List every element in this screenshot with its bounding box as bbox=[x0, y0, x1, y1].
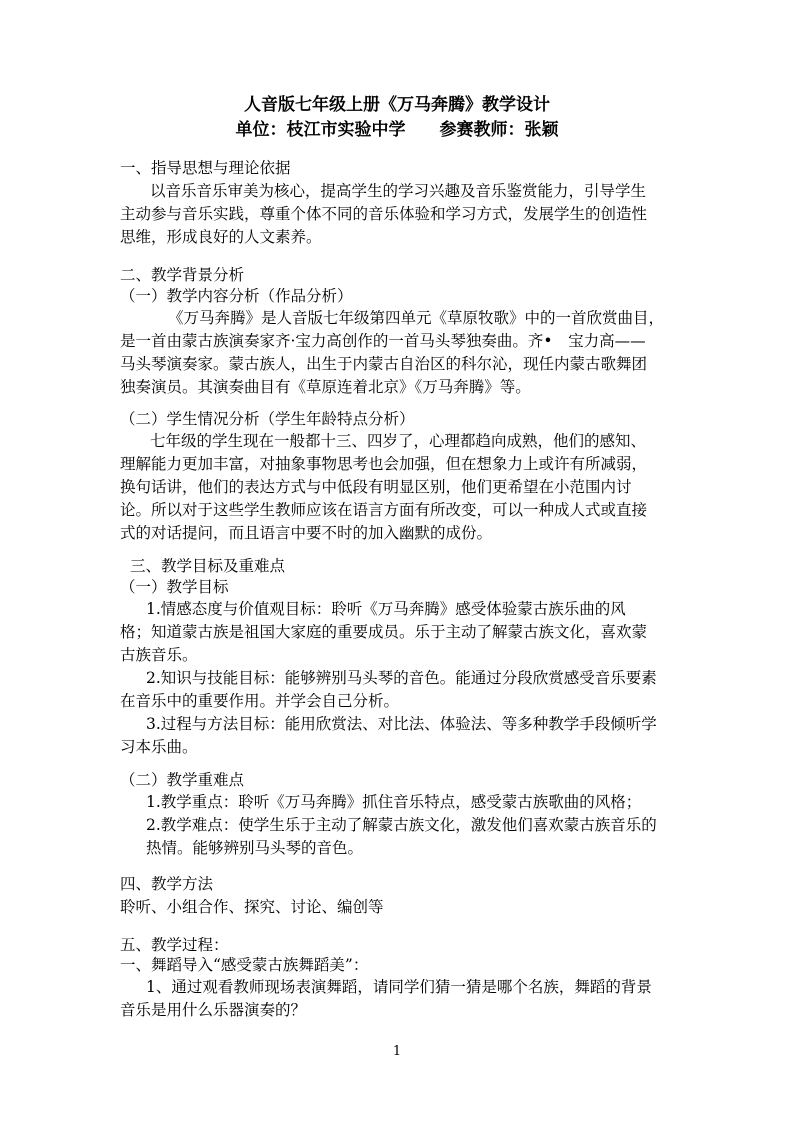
paragraph-line: 式的对话提问，而且语言中要不时的加入幽默的成份。 bbox=[120, 524, 493, 542]
section-heading-methods: 四、教学方法 bbox=[120, 875, 214, 893]
paragraph-line: 是一首由蒙古族演奏家齐·宝力高创作的一首马头琴独奏曲。齐• 宝力高—— bbox=[120, 332, 646, 350]
paragraph-line: 换句话讲，他们的表达方式与中低段有明显区别，他们更希望在小范围内讨 bbox=[120, 478, 632, 496]
paragraph-line: 在音乐中的重要作用。并学会自己分析。 bbox=[120, 692, 400, 710]
paragraph-line: 理解能力更加丰富，对抽象事物思考也会加强，但在想象力上或许有所减弱， bbox=[120, 455, 648, 473]
page-number: 1 bbox=[392, 1044, 402, 1059]
paragraph-line: 聆听、小组合作、探究、讨论、编创等 bbox=[120, 898, 384, 916]
subsection-heading-student-analysis: （二）学生情况分析（学生年龄特点分析） bbox=[120, 410, 415, 428]
paragraph-line: 主动参与音乐实践，尊重个体不同的音乐体验和学习方式，发展学生的创造性 bbox=[120, 205, 648, 223]
paragraph-line: 习本乐曲。 bbox=[120, 738, 198, 756]
paragraph-line: 独奏演员。其演奏曲目有《草原连着北京》《万马奔腾》等。 bbox=[120, 378, 531, 396]
paragraph-line: 论。所以对于这些学生教师应该在语言方面有所改变，可以一种成人式或直接 bbox=[120, 501, 648, 519]
subsection-heading-content-analysis: （一）教学内容分析（作品分析） bbox=[120, 287, 353, 305]
paragraph-line: 《万马奔腾》是人音版七年级第四单元《草原牧歌》中的一首欣赏曲目， bbox=[168, 309, 665, 327]
paragraph-line: 马头琴演奏家。蒙古族人，出生于内蒙古自治区的科尔沁，现任内蒙古歌舞团 bbox=[120, 355, 648, 373]
paragraph-line: 七年级的学生现在一般都十三、四岁了，心理都趋向成熟，他们的感知、 bbox=[150, 432, 647, 450]
document-subtitle: 单位：枝江市实验中学 参赛教师：张颖 bbox=[235, 120, 559, 140]
subsection-heading-teaching-goals: （一）教学目标 bbox=[120, 578, 229, 596]
paragraph-line: 1、通过观看教师现场表演舞蹈，请同学们猜一猜是哪个名族，舞蹈的背景 bbox=[146, 978, 652, 996]
paragraph-line: 热情。能够辨别马头琴的音色。 bbox=[146, 839, 364, 857]
paragraph-line: 音乐是用什么乐器演奏的？ bbox=[120, 1001, 307, 1019]
section-heading-process: 五、教学过程： bbox=[120, 936, 229, 954]
paragraph-line: 2.教学难点：使学生乐于主动了解蒙古族文化，激发他们喜欢蒙古族音乐的 bbox=[146, 816, 657, 834]
document-title: 人音版七年级上册《万马奔腾》教学设计 bbox=[244, 95, 550, 115]
paragraph-line: 古族音乐。 bbox=[120, 646, 198, 664]
section-heading-background: 二、教学背景分析 bbox=[120, 266, 245, 284]
paragraph-line: 以音乐音乐审美为核心，提高学生的学习兴趣及音乐鉴赏能力，引导学生 bbox=[150, 182, 647, 200]
subsection-heading-dance-intro: 一、舞蹈导入“感受蒙古族舞蹈美”： bbox=[120, 956, 369, 974]
paragraph-line: 2.知识与技能目标：能够辨别马头琴的音色。能通过分段欣赏感受音乐要素 bbox=[146, 669, 657, 687]
section-heading-guiding-ideas: 一、指导思想与理论依据 bbox=[120, 159, 291, 177]
paragraph-line: 思维，形成良好的人文素养。 bbox=[120, 228, 322, 246]
paragraph-line: 格；知道蒙古族是祖国大家庭的重要成员。乐于主动了解蒙古族文化，喜欢蒙 bbox=[120, 623, 648, 641]
paragraph-line: 3.过程与方法目标：能用欣赏法、对比法、体验法、等多种教学手段倾听学 bbox=[146, 715, 657, 733]
subsection-heading-key-points: （二）教学重难点 bbox=[120, 771, 245, 789]
paragraph-line: 1.教学重点：聆听《万马奔腾》抓住音乐特点，感受蒙古族歌曲的风格； bbox=[146, 793, 642, 811]
section-heading-goals: 三、教学目标及重难点 bbox=[130, 557, 286, 575]
paragraph-line: 1.情感态度与价值观目标：聆听《万马奔腾》感受体验蒙古族乐曲的风 bbox=[146, 600, 626, 618]
